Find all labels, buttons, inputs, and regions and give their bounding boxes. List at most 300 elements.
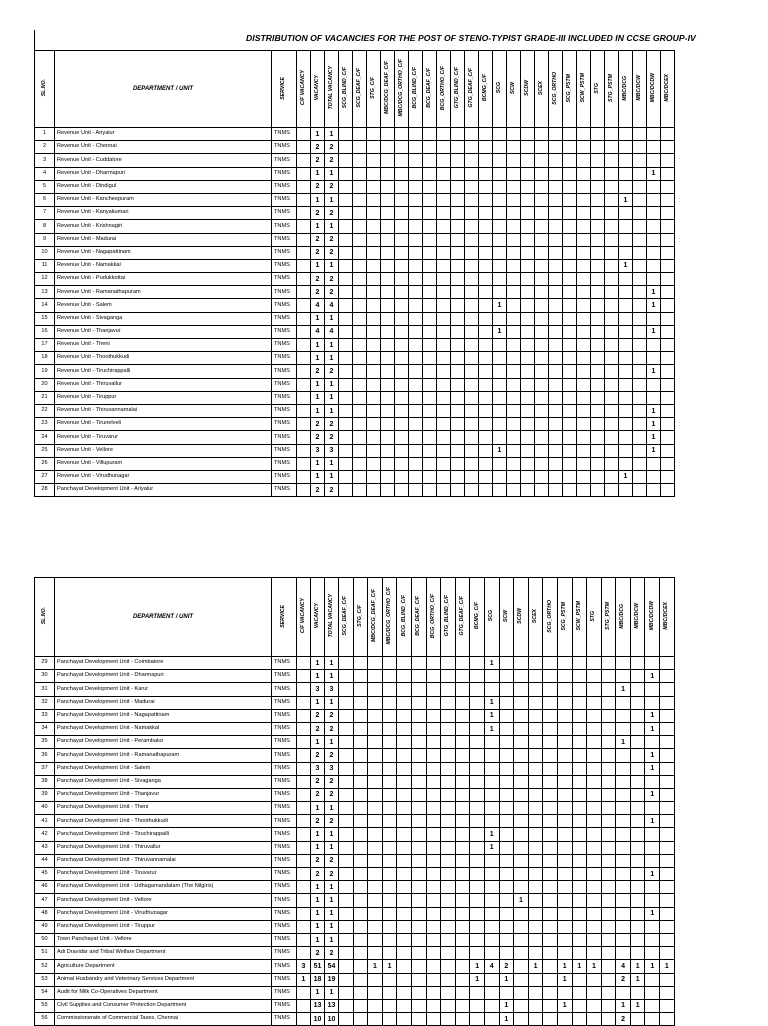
- cell-scex: [528, 828, 543, 841]
- cell-scw-pstm: [572, 841, 587, 854]
- cell-bcg-blind-c-f: [397, 736, 412, 749]
- cell-mbc-dcw: [630, 841, 645, 854]
- cell-stg-pstm: [601, 802, 616, 815]
- cell-bcmg-c-f: [470, 933, 485, 946]
- cell-service: TNMS: [272, 180, 297, 193]
- cell-bcg-deaf-c-f: [423, 484, 437, 497]
- cell-mbc-dcg-deaf-c-f: [381, 365, 395, 378]
- cell-scg: [493, 352, 507, 365]
- cell-department: Panchayat Development Unit - Thiruvallur: [55, 841, 272, 854]
- cell-gtg-blind-c-f: [451, 141, 465, 154]
- cell-stg: [587, 868, 602, 881]
- cell-scg-blind-c-f: [339, 128, 353, 141]
- cell-stg-pstm: [601, 657, 616, 670]
- column-header-label: STG_C/F: [356, 604, 363, 627]
- cell-gtg-deaf-c-f: [465, 246, 479, 259]
- cell-c-f-vacancy: [297, 418, 311, 431]
- cell-sl-no: 9: [35, 233, 55, 246]
- cell-mbc-dcg-deaf-c-f: [368, 933, 383, 946]
- cell-bcg-ortho-c-f: [437, 325, 451, 338]
- cell-bcg-ortho-c-f: [426, 683, 441, 696]
- cell-c-f-vacancy: [297, 736, 311, 749]
- cell-bcg-blind-c-f: [409, 312, 423, 325]
- cell-c-f-vacancy: [297, 141, 311, 154]
- cell-mbc-dcex: [660, 696, 675, 709]
- cell-mbc-dcg-deaf-c-f: [381, 286, 395, 299]
- cell-gtg-deaf-c-f: [465, 365, 479, 378]
- cell-stg-c-f: [367, 444, 381, 457]
- cell-bcg-deaf-c-f: [423, 431, 437, 444]
- cell-bcmg-c-f: [479, 128, 493, 141]
- cell-gtg-blind-c-f: [451, 193, 465, 206]
- cell-scg-ortho: [549, 378, 563, 391]
- table-row: [35, 973, 675, 986]
- cell-bcg-ortho-c-f: [426, 670, 441, 683]
- cell-service: TNMS: [272, 788, 297, 801]
- cell-stg-c-f: [353, 762, 368, 775]
- cell-stg-c-f: [353, 657, 368, 670]
- column-header-bcmg-c-f: [470, 578, 485, 657]
- cell-sl-no: 18: [35, 352, 55, 365]
- cell-stg-pstm: [605, 431, 619, 444]
- cell-c-f-vacancy: [297, 259, 311, 272]
- cell-gtg-deaf-c-f: [455, 986, 470, 999]
- cell-mbc-dcg: [616, 920, 631, 933]
- cell-gtg-deaf-c-f: [455, 973, 470, 986]
- cell-mbc-dcg-deaf-c-f: [368, 683, 383, 696]
- cell-total-vacancy: 2: [325, 749, 339, 762]
- cell-department: Revenue Unit - Dharmapuri: [55, 167, 272, 180]
- cell-scg-pstm: [557, 788, 572, 801]
- cell-service: TNMS: [272, 207, 297, 220]
- cell-stg: [587, 815, 602, 828]
- cell-scw-pstm: [572, 670, 587, 683]
- cell-department: Revenue Unit - Madurai: [55, 233, 272, 246]
- cell-bcg-ortho-c-f: [426, 986, 441, 999]
- cell-mbc-dcg: 1: [619, 193, 633, 206]
- cell-bcmg-c-f: [470, 696, 485, 709]
- cell-gtg-blind-c-f: [441, 920, 456, 933]
- cell-vacancy: 4: [311, 325, 325, 338]
- cell-mbc-dcg-deaf-c-f: [368, 986, 383, 999]
- cell-department: Revenue Unit - Villupuram: [55, 457, 272, 470]
- cell-mbc-dcw: 1: [630, 960, 645, 973]
- cell-stg-c-f: [353, 999, 368, 1012]
- cell-mbc-dcdw: 1: [647, 299, 661, 312]
- cell-department: Revenue Unit - Kancheepuram: [55, 193, 272, 206]
- cell-gtg-deaf-c-f: [465, 431, 479, 444]
- cell-mbc-dcdw: 1: [647, 431, 661, 444]
- cell-bcg-deaf-c-f: [423, 378, 437, 391]
- table-row: [35, 881, 675, 894]
- cell-scg-deaf-c-f: [353, 220, 367, 233]
- cell-scw-pstm: [577, 418, 591, 431]
- cell-stg-pstm: [601, 762, 616, 775]
- cell-vacancy: 1: [311, 167, 325, 180]
- cell-mbc-dcg-deaf-c-f: [381, 352, 395, 365]
- cell-bcg-ortho-c-f: [426, 788, 441, 801]
- cell-gtg-deaf-c-f: [465, 299, 479, 312]
- cell-scg-pstm: [563, 167, 577, 180]
- cell-bcg-deaf-c-f: [423, 259, 437, 272]
- cell-department: Revenue Unit - Cuddalore: [55, 154, 272, 167]
- cell-mbc-dcg: [619, 431, 633, 444]
- cell-mbc-dcex: [661, 378, 675, 391]
- cell-gtg-deaf-c-f: [455, 736, 470, 749]
- cell-scg-ortho: [549, 154, 563, 167]
- cell-bcg-blind-c-f: [397, 907, 412, 920]
- cell-scw-pstm: [577, 180, 591, 193]
- cell-stg: [591, 470, 605, 483]
- cell-scw-pstm: [577, 233, 591, 246]
- cell-mbc-dcex: [660, 854, 675, 867]
- cell-bcg-ortho-c-f: [426, 960, 441, 973]
- cell-gtg-blind-c-f: [441, 907, 456, 920]
- cell-vacancy: 2: [311, 815, 325, 828]
- cell-gtg-deaf-c-f: [455, 920, 470, 933]
- cell-scg-pstm: 1: [557, 973, 572, 986]
- cell-scg-deaf-c-f: [339, 999, 354, 1012]
- cell-total-vacancy: 19: [325, 973, 339, 986]
- cell-scg-ortho: [549, 457, 563, 470]
- cell-sl-no: 56: [35, 1013, 55, 1026]
- cell-scg-pstm: [563, 444, 577, 457]
- cell-scg-blind-c-f: [339, 207, 353, 220]
- cell-vacancy: 1: [311, 841, 325, 854]
- cell-vacancy: 1: [311, 657, 325, 670]
- cell-mbc-dcex: [661, 325, 675, 338]
- table-row: [35, 802, 675, 815]
- cell-mbc-dcex: [660, 868, 675, 881]
- cell-bcg-ortho-c-f: [426, 802, 441, 815]
- cell-gtg-blind-c-f: [441, 788, 456, 801]
- cell-scw-pstm: [577, 457, 591, 470]
- cell-gtg-deaf-c-f: [455, 881, 470, 894]
- cell-scg-ortho: [549, 312, 563, 325]
- cell-bcg-blind-c-f: [409, 404, 423, 417]
- cell-total-vacancy: 2: [325, 365, 339, 378]
- cell-bcmg-c-f: [479, 220, 493, 233]
- cell-scg-pstm: [557, 657, 572, 670]
- cell-bcmg-c-f: [470, 881, 485, 894]
- cell-mbc-dcdw: [645, 696, 660, 709]
- cell-total-vacancy: 2: [325, 788, 339, 801]
- cell-service: TNMS: [272, 736, 297, 749]
- cell-scg-pstm: [563, 339, 577, 352]
- cell-department: Revenue Unit - Salem: [55, 299, 272, 312]
- cell-c-f-vacancy: [297, 233, 311, 246]
- cell-mbc-dcg: 1: [619, 259, 633, 272]
- cell-stg-pstm: [601, 868, 616, 881]
- cell-c-f-vacancy: [297, 999, 311, 1012]
- cell-stg-c-f: [367, 246, 381, 259]
- cell-bcg-deaf-c-f: [423, 325, 437, 338]
- cell-scdw: [521, 339, 535, 352]
- cell-scw-pstm: [577, 259, 591, 272]
- cell-scg-pstm: [563, 180, 577, 193]
- cell-mbc-dcg: 1: [616, 683, 631, 696]
- cell-bcg-ortho-c-f: [437, 193, 451, 206]
- cell-gtg-deaf-c-f: [455, 960, 470, 973]
- cell-mbc-dcdw: 1: [647, 325, 661, 338]
- cell-stg: [591, 365, 605, 378]
- cell-bcg-deaf-c-f: [423, 470, 437, 483]
- cell-total-vacancy: 2: [325, 418, 339, 431]
- column-header-label: SCEX: [531, 608, 538, 623]
- cell-vacancy: 2: [311, 788, 325, 801]
- cell-mbc-dcex: 1: [660, 960, 675, 973]
- cell-c-f-vacancy: [297, 775, 311, 788]
- cell-mbc-dcg: [616, 868, 631, 881]
- cell-mbc-dcex: [660, 802, 675, 815]
- cell-scw: [507, 339, 521, 352]
- cell-scg-ortho: [543, 947, 558, 960]
- cell-bcmg-c-f: [470, 999, 485, 1012]
- table-row: [35, 167, 675, 180]
- cell-bcg-deaf-c-f: [423, 220, 437, 233]
- cell-gtg-blind-c-f: [451, 325, 465, 338]
- cell-scdw: [521, 141, 535, 154]
- cell-c-f-vacancy: 3: [297, 960, 311, 973]
- cell-mbc-dcdw: [645, 657, 660, 670]
- cell-scg-deaf-c-f: [353, 233, 367, 246]
- cell-bcmg-c-f: [479, 167, 493, 180]
- cell-c-f-vacancy: [297, 841, 311, 854]
- cell-mbc-dcg-deaf-c-f: [381, 339, 395, 352]
- cell-mbc-dcg: [616, 881, 631, 894]
- column-header-stg-pstm: [601, 578, 616, 657]
- cell-stg: [591, 418, 605, 431]
- cell-mbc-dcg-deaf-c-f: [368, 709, 383, 722]
- cell-mbc-dcw: [630, 828, 645, 841]
- cell-scw: 1: [499, 973, 514, 986]
- cell-stg: [587, 933, 602, 946]
- cell-scg: [484, 868, 499, 881]
- cell-gtg-deaf-c-f: [465, 352, 479, 365]
- cell-mbc-dcex: [661, 273, 675, 286]
- cell-vacancy: 1: [311, 881, 325, 894]
- cell-department: Civil Supplies and Consumer Protection Department: [55, 999, 272, 1012]
- cell-stg: [587, 670, 602, 683]
- cell-bcmg-c-f: [470, 828, 485, 841]
- cell-bcmg-c-f: [479, 299, 493, 312]
- cell-scg-ortho: [549, 193, 563, 206]
- cell-service: TNMS: [272, 299, 297, 312]
- cell-scg-ortho: [549, 484, 563, 497]
- cell-stg-pstm: [601, 841, 616, 854]
- cell-gtg-blind-c-f: [451, 233, 465, 246]
- cell-department: Revenue Unit - Pudukkottai: [55, 273, 272, 286]
- cell-stg: [591, 431, 605, 444]
- cell-stg: [591, 325, 605, 338]
- cell-stg-pstm: [605, 273, 619, 286]
- cell-scex: [535, 207, 549, 220]
- cell-total-vacancy: 1: [325, 907, 339, 920]
- cell-scex: [528, 894, 543, 907]
- cell-mbc-dcdw: [645, 999, 660, 1012]
- column-header-bcg-deaf-c-f: [411, 578, 426, 657]
- column-header-service: [272, 578, 297, 657]
- cell-scg-deaf-c-f: [353, 325, 367, 338]
- cell-total-vacancy: 4: [325, 325, 339, 338]
- cell-bcg-blind-c-f: [397, 868, 412, 881]
- cell-scg-deaf-c-f: [339, 907, 354, 920]
- cell-stg: [591, 444, 605, 457]
- cell-scg-blind-c-f: [339, 180, 353, 193]
- cell-mbc-dcg: [616, 788, 631, 801]
- cell-scg-deaf-c-f: [339, 868, 354, 881]
- cell-scg-ortho: [549, 299, 563, 312]
- cell-gtg-blind-c-f: [441, 722, 456, 735]
- cell-mbc-dcg-ortho-c-f: [382, 868, 397, 881]
- cell-scg-deaf-c-f: [339, 894, 354, 907]
- cell-mbc-dcg: [616, 933, 631, 946]
- cell-department: Panchayat Development Unit - Virudhunagar: [55, 907, 272, 920]
- cell-stg: [591, 154, 605, 167]
- cell-gtg-deaf-c-f: [465, 484, 479, 497]
- cell-scdw: [521, 286, 535, 299]
- cell-service: TNMS: [272, 167, 297, 180]
- cell-stg: [591, 246, 605, 259]
- cell-scw-pstm: [572, 736, 587, 749]
- cell-bcg-ortho-c-f: [437, 365, 451, 378]
- cell-mbc-dcg: [619, 457, 633, 470]
- cell-mbc-dcex: [660, 947, 675, 960]
- cell-scdw: [514, 762, 529, 775]
- cell-bcg-ortho-c-f: [426, 775, 441, 788]
- cell-gtg-deaf-c-f: [455, 828, 470, 841]
- cell-service: TNMS: [272, 657, 297, 670]
- cell-scw: [507, 259, 521, 272]
- cell-stg-c-f: [353, 933, 368, 946]
- cell-bcg-blind-c-f: [397, 657, 412, 670]
- column-header-label: BCG_BLIND_C/F: [400, 595, 407, 637]
- cell-scw: [499, 683, 514, 696]
- table-row: [35, 657, 675, 670]
- cell-stg-c-f: [353, 868, 368, 881]
- cell-vacancy: 1: [311, 259, 325, 272]
- cell-bcg-blind-c-f: [397, 920, 412, 933]
- cell-gtg-blind-c-f: [441, 894, 456, 907]
- cell-department: Revenue Unit - Kanyakumari: [55, 207, 272, 220]
- cell-bcg-ortho-c-f: [426, 841, 441, 854]
- table-row: [35, 868, 675, 881]
- cell-scw-pstm: [572, 920, 587, 933]
- cell-scdw: [521, 418, 535, 431]
- cell-scg: [493, 220, 507, 233]
- cell-c-f-vacancy: [297, 286, 311, 299]
- cell-scw-pstm: [577, 312, 591, 325]
- cell-service: TNMS: [272, 696, 297, 709]
- cell-service: TNMS: [272, 378, 297, 391]
- cell-bcg-blind-c-f: [409, 180, 423, 193]
- cell-mbc-dcw: [633, 352, 647, 365]
- column-header-label: SCG_ORTHO: [551, 71, 558, 105]
- cell-department: Panchayat Development Unit - Ramanathapuram: [55, 749, 272, 762]
- cell-scg: [484, 736, 499, 749]
- cell-scg-blind-c-f: [339, 154, 353, 167]
- cell-scg-blind-c-f: [339, 470, 353, 483]
- cell-scg-pstm: [557, 696, 572, 709]
- cell-scw-pstm: [577, 391, 591, 404]
- cell-gtg-deaf-c-f: [465, 418, 479, 431]
- cell-bcmg-c-f: [479, 273, 493, 286]
- cell-stg: [591, 207, 605, 220]
- cell-department: Revenue Unit - Ariyalur: [55, 128, 272, 141]
- cell-c-f-vacancy: [297, 431, 311, 444]
- table-row: [35, 841, 675, 854]
- table-row: [35, 722, 675, 735]
- cell-mbc-dcg-ortho-c-f: [395, 431, 409, 444]
- cell-sl-no: 8: [35, 220, 55, 233]
- cell-scdw: [514, 868, 529, 881]
- cell-mbc-dcw: [633, 233, 647, 246]
- cell-mbc-dcg: [616, 854, 631, 867]
- cell-c-f-vacancy: [297, 391, 311, 404]
- cell-service: TNMS: [272, 986, 297, 999]
- cell-total-vacancy: 2: [325, 775, 339, 788]
- cell-scw: [499, 775, 514, 788]
- cell-scw: [507, 141, 521, 154]
- cell-scw-pstm: [577, 299, 591, 312]
- cell-scex: [535, 418, 549, 431]
- cell-bcg-blind-c-f: [409, 378, 423, 391]
- cell-mbc-dcg-ortho-c-f: [395, 167, 409, 180]
- cell-scg-ortho: [549, 365, 563, 378]
- cell-vacancy: 2: [311, 180, 325, 193]
- cell-scex: [535, 404, 549, 417]
- cell-mbc-dcw: [633, 180, 647, 193]
- cell-scg-ortho: [549, 391, 563, 404]
- cell-bcg-deaf-c-f: [423, 273, 437, 286]
- cell-mbc-dcg-ortho-c-f: [395, 444, 409, 457]
- cell-vacancy: 2: [311, 286, 325, 299]
- cell-bcg-deaf-c-f: [411, 933, 426, 946]
- table-row: [35, 154, 675, 167]
- cell-c-f-vacancy: [297, 788, 311, 801]
- cell-stg: [587, 907, 602, 920]
- cell-bcg-blind-c-f: [409, 365, 423, 378]
- cell-service: TNMS: [272, 365, 297, 378]
- cell-scw-pstm: [572, 683, 587, 696]
- cell-scdw: [521, 259, 535, 272]
- cell-scg-deaf-c-f: [339, 854, 354, 867]
- cell-bcg-blind-c-f: [409, 325, 423, 338]
- cell-bcg-deaf-c-f: [423, 299, 437, 312]
- cell-scdw: [514, 933, 529, 946]
- cell-scg-pstm: [563, 141, 577, 154]
- cell-stg-c-f: [367, 207, 381, 220]
- cell-bcg-ortho-c-f: [437, 378, 451, 391]
- cell-total-vacancy: 2: [325, 233, 339, 246]
- cell-gtg-blind-c-f: [441, 999, 456, 1012]
- cell-bcmg-c-f: [479, 444, 493, 457]
- cell-bcg-deaf-c-f: [423, 365, 437, 378]
- cell-bcg-ortho-c-f: [437, 444, 451, 457]
- table-row: [35, 457, 675, 470]
- cell-mbc-dcdw: [645, 841, 660, 854]
- cell-sl-no: 2: [35, 141, 55, 154]
- cell-department: Revenue Unit - Theni: [55, 339, 272, 352]
- cell-bcmg-c-f: [479, 312, 493, 325]
- table-header-row: [35, 51, 675, 128]
- cell-bcg-blind-c-f: [409, 193, 423, 206]
- cell-bcg-deaf-c-f: [411, 973, 426, 986]
- cell-mbc-dcw: [633, 220, 647, 233]
- cell-bcg-blind-c-f: [409, 246, 423, 259]
- table-row: [35, 854, 675, 867]
- cell-scdw: [521, 444, 535, 457]
